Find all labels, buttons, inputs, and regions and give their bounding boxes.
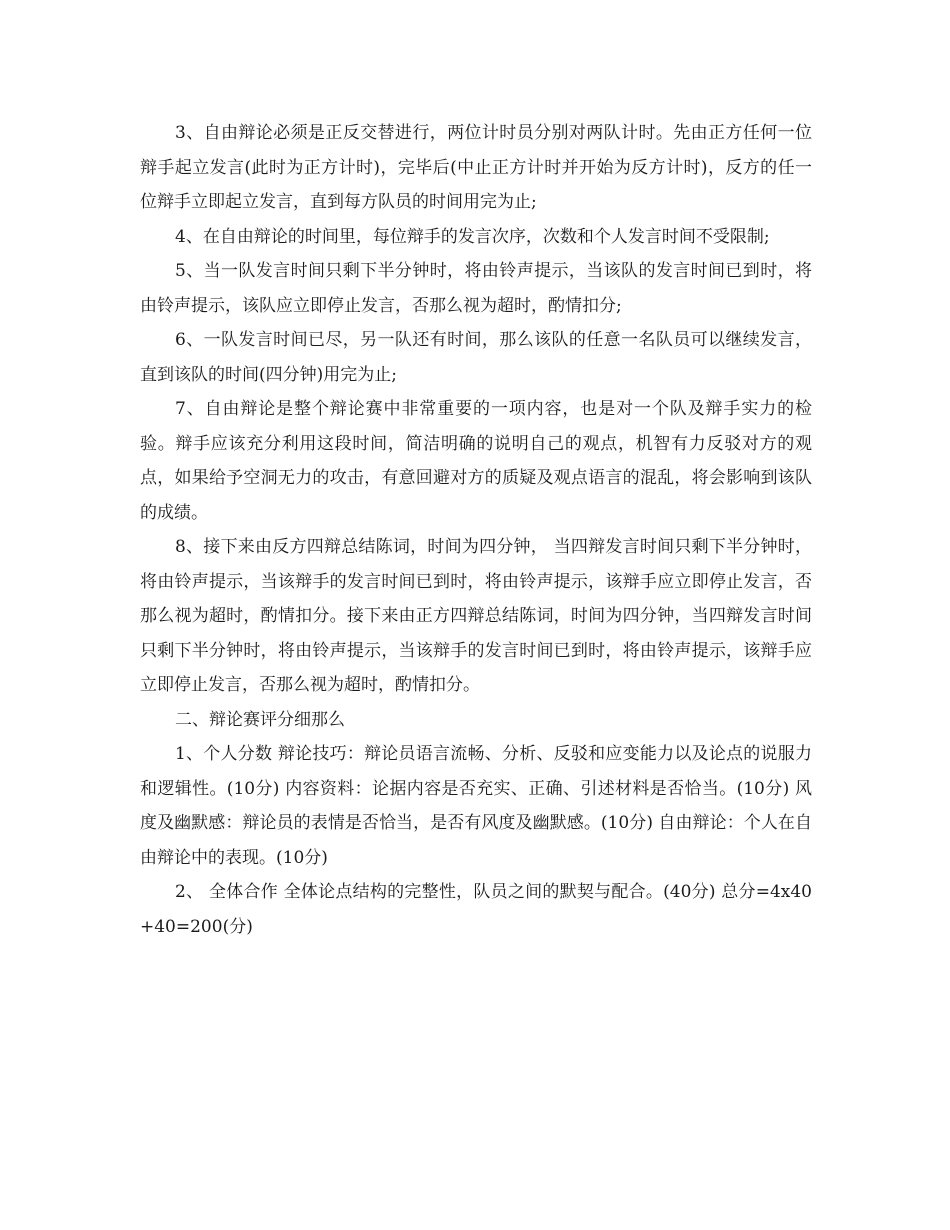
- rule-4-paragraph: 4、在自由辩论的时间里，每位辩手的发言次序，次数和个人发言时间不受限制;: [175, 226, 770, 247]
- rule-8-paragraph: 8、接下来由反方四辩总结陈词，时间为四分钟， 当四辩发言时间只剩下半分钟时，将由铃声提示，当该辩手的发言时间已到时，将由铃声提示，该辩手应立即停止发言，否那么视为超时，酌情扣分。接下来由正方四辩总结陈词，时间为四分钟，当四辩发言时间只剩下半分钟时，将由铃声提示，当该辩手的发言时间已到时，将由铃声提示，该辩手应立即停止发言，否那么视为超时，酌情扣分。: [140, 537, 812, 695]
- rule-7-paragraph: 7、自由辩论是整个辩论赛中非常重要的一项内容，也是对一个队及辩手实力的检验。辩手应该充分利用这段时间，简洁明确的说明自己的观点，机智有力反驳对方的观点，如果给予空洞无力的攻击，有意回避对方的质疑及观点语言的混乱，将会影响到该队的成绩。: [140, 399, 812, 523]
- scoring-team-paragraph: 2、 全体合作 全体论点结构的完整性，队员之间的默契与配合。(40分) 总分=4x40+40=200(分): [140, 882, 812, 937]
- document-body: [140, 116, 812, 944]
- rule-5-paragraph: 5、当一队发言时间只剩下半分钟时，将由铃声提示，当该队的发言时间已到时，将由铃声提示，该队应立即停止发言，否那么视为超时，酌情扣分;: [140, 261, 812, 316]
- rule-3-paragraph: 3、自由辩论必须是正反交替进行，两位计时员分别对两队计时。先由正方任何一位辩手起立发言(此时为正方计时)，完毕后(中止正方计时并开始为反方计时)，反方的任一位辩手立即起立发言，直到每方队员的时间用完为止;: [140, 123, 812, 212]
- section-heading: 二、辩论赛评分细那么: [175, 709, 345, 730]
- rule-6-paragraph: 6、一队发言时间已尽，另一队还有时间，那么该队的任意一名队员可以继续发言，直到该队的时间(四分钟)用完为止;: [140, 330, 812, 385]
- scoring-individual-paragraph: 1、个人分数 辩论技巧：辩论员语言流畅、分析、反驳和应变能力以及论点的说服力和逻辑性。(10分) 内容资料：论据内容是否充实、正确、引述材料是否恰当。(10分) 风度及幽默感：辩论员的表情是否恰当，是否有风度及幽默感。(10分) 自由辩论：个人在自由辩论中的表现。(10分): [140, 744, 812, 868]
